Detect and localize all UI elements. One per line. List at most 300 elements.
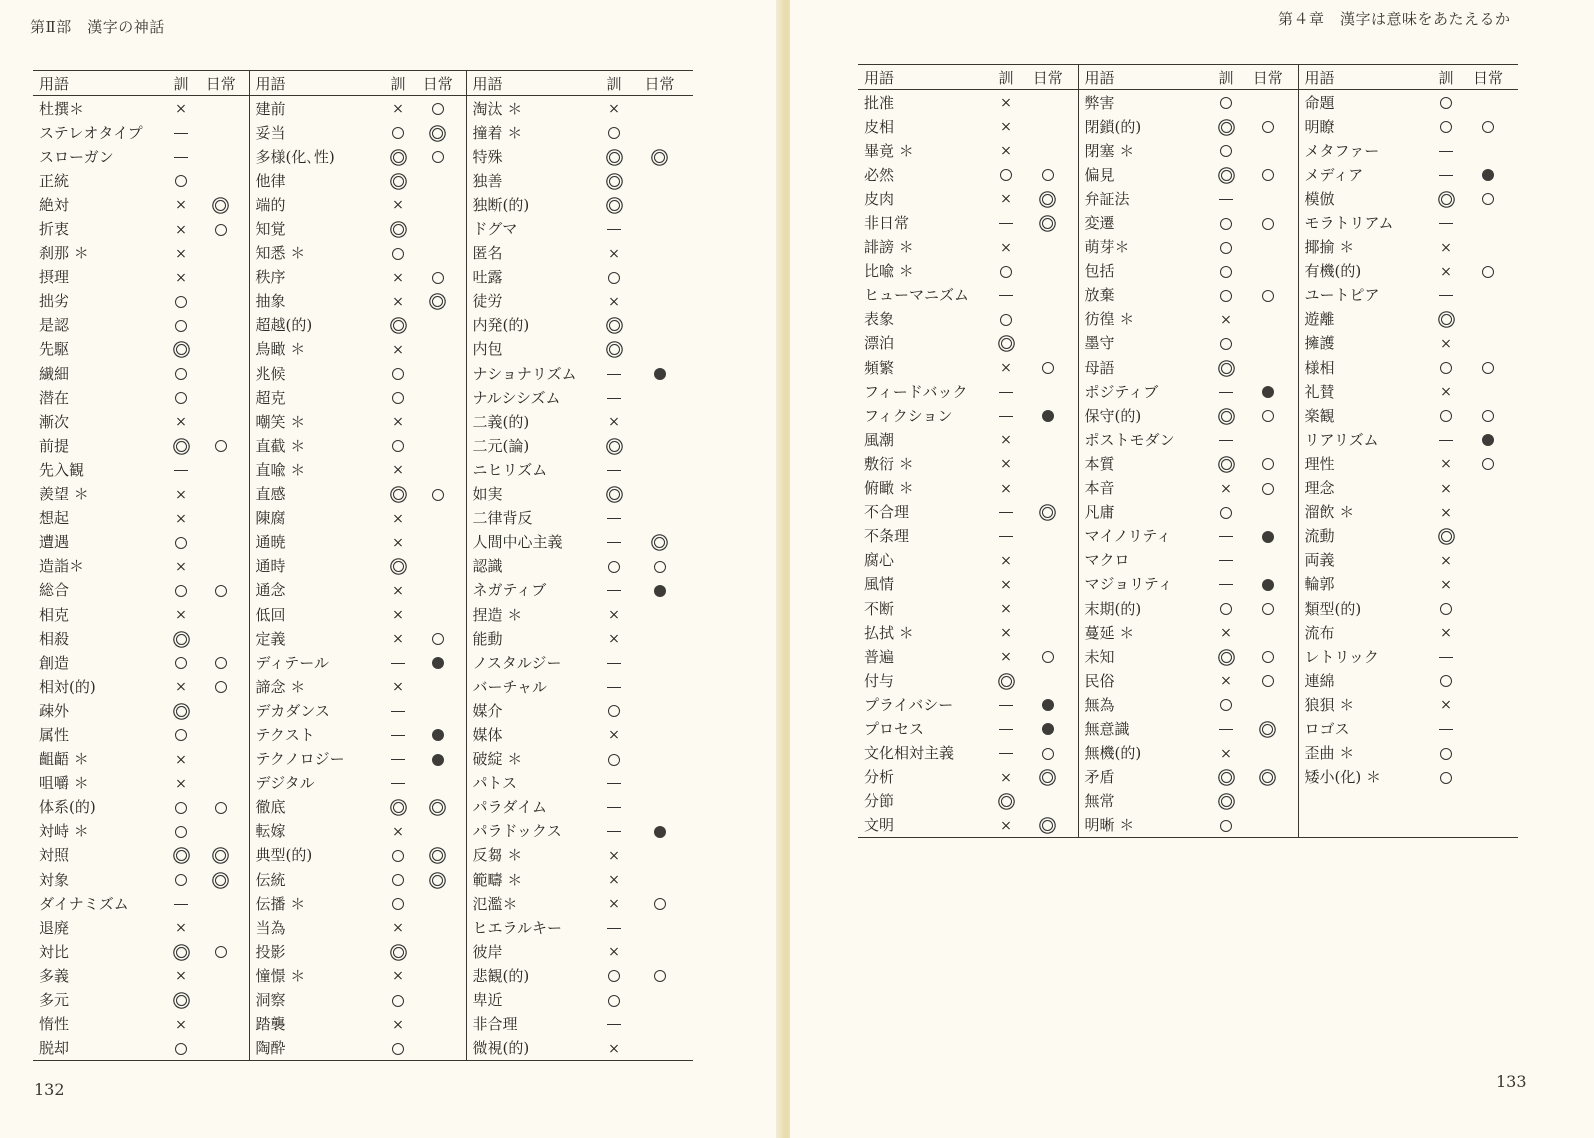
term-cell: 文化相対主義 bbox=[864, 744, 955, 763]
term-cell: 溜飲 ＊ bbox=[1298, 500, 1434, 524]
table-row bbox=[858, 476, 1518, 500]
term-cell: 微視(的) bbox=[466, 1036, 602, 1061]
kun-cell bbox=[1434, 716, 1458, 740]
cross-icon: × bbox=[1220, 625, 1232, 642]
term-cell: 能動 bbox=[466, 626, 602, 650]
cross-icon: × bbox=[175, 269, 187, 286]
table-row bbox=[33, 747, 693, 771]
double-circle-icon bbox=[609, 320, 620, 331]
cross-icon: × bbox=[175, 414, 187, 431]
table-row bbox=[33, 433, 693, 457]
open-circle-icon bbox=[392, 1043, 404, 1055]
kun-cell bbox=[169, 795, 193, 819]
table-row bbox=[33, 361, 693, 385]
header-kun: 訓 bbox=[602, 71, 626, 96]
header-joyo: 日常 bbox=[1238, 65, 1298, 90]
term-cell: 風情 bbox=[864, 575, 895, 594]
kun-cell bbox=[386, 506, 410, 530]
double-circle-icon bbox=[1221, 363, 1232, 374]
open-circle-icon bbox=[1220, 820, 1232, 832]
kun-cell bbox=[169, 409, 193, 433]
term-cell: 風潮 bbox=[864, 430, 895, 449]
joyo-cell bbox=[410, 409, 466, 433]
term-cell: 直喩 ＊ bbox=[249, 457, 386, 481]
term-cell: 建前 bbox=[249, 96, 386, 121]
joyo-cell bbox=[1458, 307, 1518, 331]
open-circle-icon bbox=[1482, 458, 1494, 470]
joyo-cell bbox=[410, 120, 466, 144]
term-cell: 不合理 bbox=[864, 503, 910, 522]
joyo-cell bbox=[410, 674, 466, 698]
joyo-cell bbox=[193, 963, 249, 987]
cross-icon: × bbox=[608, 631, 620, 648]
open-circle-icon bbox=[432, 103, 444, 115]
open-circle-icon bbox=[175, 802, 187, 814]
joyo-cell bbox=[410, 168, 466, 192]
term-cell: パラダイム bbox=[466, 795, 602, 819]
cross-icon: × bbox=[392, 1016, 404, 1033]
dash-icon bbox=[607, 663, 621, 664]
term-cell: 皮相 bbox=[864, 117, 895, 136]
term-cell: 敷衍 ＊ bbox=[864, 454, 914, 473]
double-circle-icon bbox=[176, 344, 187, 355]
kun-cell bbox=[602, 216, 626, 240]
term-cell: 悲観(的) bbox=[466, 963, 602, 987]
open-circle-icon bbox=[1262, 121, 1274, 133]
joyo-cell bbox=[1458, 331, 1518, 355]
term-cell: 無常 bbox=[1078, 789, 1214, 813]
joyo-cell bbox=[410, 241, 466, 265]
kun-cell bbox=[169, 1012, 193, 1036]
left-page-number: 132 bbox=[34, 1080, 65, 1099]
kun-cell bbox=[602, 192, 626, 216]
kun-cell bbox=[1214, 259, 1238, 283]
term-cell: 伝統 bbox=[249, 867, 386, 891]
table-row bbox=[33, 482, 693, 506]
kun-cell bbox=[386, 168, 410, 192]
joyo-cell bbox=[626, 482, 693, 506]
kun-cell bbox=[169, 554, 193, 578]
dash-icon bbox=[999, 512, 1013, 513]
term-cell: 超克 bbox=[249, 385, 386, 409]
open-circle-icon bbox=[608, 970, 620, 982]
dash-icon bbox=[607, 470, 621, 471]
dash-icon bbox=[607, 542, 621, 543]
joyo-cell bbox=[410, 1036, 466, 1061]
kun-cell bbox=[994, 451, 1018, 475]
dash-icon bbox=[607, 1024, 621, 1025]
joyo-cell bbox=[1238, 741, 1298, 765]
kun-cell bbox=[1434, 692, 1458, 716]
term-cell: 多元 bbox=[39, 991, 70, 1010]
term-cell: 類型(的) bbox=[1298, 596, 1434, 620]
joyo-cell bbox=[193, 1012, 249, 1036]
term-cell: 狼狽 ＊ bbox=[1298, 692, 1434, 716]
table-row bbox=[858, 235, 1518, 259]
term-cell: 脱却 bbox=[39, 1039, 70, 1058]
dash-icon bbox=[1219, 536, 1233, 537]
kun-cell bbox=[1434, 90, 1458, 115]
open-circle-icon bbox=[1220, 507, 1232, 519]
term-cell: 当為 bbox=[249, 915, 386, 939]
cross-icon: × bbox=[608, 245, 620, 262]
open-circle-icon bbox=[392, 874, 404, 886]
open-circle-icon bbox=[1262, 483, 1274, 495]
open-circle-icon bbox=[1220, 338, 1232, 350]
table-row bbox=[858, 500, 1518, 524]
joyo-cell bbox=[410, 939, 466, 963]
kun-cell bbox=[602, 530, 626, 554]
cross-icon: × bbox=[1000, 456, 1012, 473]
kun-cell bbox=[169, 361, 193, 385]
joyo-cell bbox=[626, 987, 693, 1011]
joyo-cell bbox=[1238, 668, 1298, 692]
cross-icon: × bbox=[175, 920, 187, 937]
open-circle-icon bbox=[175, 368, 187, 380]
term-cell: スローガン bbox=[39, 147, 114, 166]
dash-icon bbox=[391, 759, 405, 760]
kun-cell bbox=[169, 265, 193, 289]
cross-icon: × bbox=[1000, 95, 1012, 112]
table-row bbox=[33, 265, 693, 289]
kun-cell bbox=[1434, 186, 1458, 210]
filled-circle-icon bbox=[1042, 410, 1054, 422]
kun-cell bbox=[1214, 620, 1238, 644]
term-cell: 分析 bbox=[864, 768, 895, 787]
dash-icon bbox=[999, 223, 1013, 224]
filled-circle-icon bbox=[1042, 723, 1054, 735]
term-cell: 投影 bbox=[249, 939, 386, 963]
joyo-cell bbox=[410, 915, 466, 939]
kun-cell bbox=[386, 915, 410, 939]
joyo-cell bbox=[1238, 500, 1298, 524]
kun-cell bbox=[386, 987, 410, 1011]
term-cell: プロセス bbox=[864, 719, 925, 738]
cross-icon: × bbox=[1000, 360, 1012, 377]
term-cell: 揶揄 ＊ bbox=[1298, 235, 1434, 259]
joyo-cell bbox=[1018, 210, 1078, 234]
table-row bbox=[858, 331, 1518, 355]
joyo-cell bbox=[626, 1012, 693, 1036]
kun-cell bbox=[1214, 741, 1238, 765]
joyo-cell bbox=[1458, 692, 1518, 716]
term-cell: 創造 bbox=[39, 653, 70, 672]
cross-icon: × bbox=[175, 245, 187, 262]
joyo-cell bbox=[1458, 789, 1518, 813]
joyo-cell bbox=[193, 747, 249, 771]
term-cell: テクスト bbox=[249, 722, 386, 746]
term-cell: 変遷 bbox=[1078, 210, 1214, 234]
header-row bbox=[858, 65, 1518, 90]
term-cell: 未知 bbox=[1078, 644, 1214, 668]
header-term: 用語 bbox=[33, 71, 169, 96]
term-cell: 無為 bbox=[1078, 692, 1214, 716]
term-cell bbox=[1298, 813, 1434, 838]
cross-icon: × bbox=[608, 896, 620, 913]
double-circle-icon bbox=[432, 128, 443, 139]
open-circle-icon bbox=[1440, 748, 1452, 760]
open-circle-icon bbox=[175, 729, 187, 741]
cross-icon: × bbox=[392, 534, 404, 551]
kun-cell bbox=[602, 337, 626, 361]
table-row bbox=[33, 409, 693, 433]
term-cell: 直感 bbox=[249, 482, 386, 506]
table-row bbox=[33, 771, 693, 795]
term-cell: マジョリティ bbox=[1078, 572, 1214, 596]
right-running-head: 第４章 漢字は意味をあたえるか bbox=[1278, 10, 1511, 28]
kun-cell bbox=[602, 313, 626, 337]
kun-cell bbox=[602, 482, 626, 506]
joyo-cell bbox=[193, 867, 249, 891]
joyo-cell bbox=[193, 530, 249, 554]
kun-cell bbox=[169, 771, 193, 795]
joyo-cell bbox=[410, 361, 466, 385]
joyo-cell bbox=[1458, 741, 1518, 765]
term-cell: 対峙 ＊ bbox=[39, 822, 89, 841]
joyo-cell bbox=[1018, 716, 1078, 740]
joyo-cell bbox=[1238, 451, 1298, 475]
kun-cell bbox=[994, 741, 1018, 765]
joyo-cell bbox=[410, 771, 466, 795]
dash-icon bbox=[1439, 440, 1453, 441]
cross-icon: × bbox=[175, 101, 187, 118]
kun-cell bbox=[386, 1012, 410, 1036]
open-circle-icon bbox=[215, 681, 227, 693]
kun-cell bbox=[386, 578, 410, 602]
joyo-cell bbox=[626, 457, 693, 481]
table-row bbox=[858, 451, 1518, 475]
joyo-cell bbox=[193, 433, 249, 457]
joyo-cell bbox=[193, 602, 249, 626]
cross-icon: × bbox=[608, 944, 620, 961]
term-cell: 明晰 ＊ bbox=[1078, 813, 1214, 838]
joyo-cell bbox=[1238, 789, 1298, 813]
open-circle-icon bbox=[175, 1043, 187, 1055]
double-circle-icon bbox=[1221, 796, 1232, 807]
joyo-cell bbox=[626, 120, 693, 144]
joyo-cell bbox=[193, 241, 249, 265]
header-joyo: 日常 bbox=[1458, 65, 1518, 90]
kun-cell bbox=[169, 313, 193, 337]
dash-icon bbox=[1439, 295, 1453, 296]
kun-cell bbox=[1214, 235, 1238, 259]
joyo-cell bbox=[626, 867, 693, 891]
term-cell: 定義 bbox=[249, 626, 386, 650]
table-row bbox=[33, 915, 693, 939]
kun-cell bbox=[602, 771, 626, 795]
dash-icon bbox=[391, 663, 405, 664]
open-circle-icon bbox=[175, 175, 187, 187]
joyo-cell bbox=[193, 915, 249, 939]
joyo-cell bbox=[193, 987, 249, 1011]
double-circle-icon bbox=[215, 200, 226, 211]
dash-icon bbox=[607, 590, 621, 591]
kun-cell bbox=[1434, 114, 1458, 138]
joyo-cell bbox=[626, 433, 693, 457]
term-cell: 萌芽＊ bbox=[1078, 235, 1214, 259]
open-circle-icon bbox=[1262, 651, 1274, 663]
term-cell: 有機(的) bbox=[1298, 259, 1434, 283]
table-row bbox=[858, 668, 1518, 692]
cross-icon: × bbox=[1220, 480, 1232, 497]
dash-icon bbox=[1439, 175, 1453, 176]
joyo-cell bbox=[193, 457, 249, 481]
joyo-cell bbox=[626, 674, 693, 698]
kun-cell bbox=[169, 289, 193, 313]
kun-cell bbox=[1434, 524, 1458, 548]
joyo-cell bbox=[1238, 138, 1298, 162]
term-cell: ロゴス bbox=[1298, 716, 1434, 740]
kun-cell bbox=[1434, 235, 1458, 259]
joyo-cell bbox=[193, 819, 249, 843]
kun-cell bbox=[994, 235, 1018, 259]
open-circle-icon bbox=[1220, 242, 1232, 254]
dash-icon bbox=[999, 729, 1013, 730]
joyo-cell bbox=[193, 289, 249, 313]
term-cell: 妥当 bbox=[249, 120, 386, 144]
term-cell: 普遍 bbox=[864, 647, 895, 666]
kun-cell bbox=[602, 578, 626, 602]
joyo-cell bbox=[1238, 235, 1298, 259]
joyo-cell bbox=[1458, 114, 1518, 138]
cross-icon: × bbox=[175, 197, 187, 214]
term-cell: メタファー bbox=[1298, 138, 1434, 162]
joyo-cell bbox=[626, 747, 693, 771]
kun-cell bbox=[169, 819, 193, 843]
term-cell: 保守(的) bbox=[1078, 403, 1214, 427]
left-page bbox=[0, 0, 782, 1138]
open-circle-icon bbox=[608, 754, 620, 766]
cross-icon: × bbox=[392, 920, 404, 937]
double-circle-icon bbox=[393, 320, 404, 331]
cross-icon: × bbox=[608, 872, 620, 889]
term-cell: ナルシシズム bbox=[466, 385, 602, 409]
dash-icon bbox=[607, 229, 621, 230]
term-cell: 端的 bbox=[249, 192, 386, 216]
joyo-cell bbox=[1018, 644, 1078, 668]
filled-circle-icon bbox=[432, 657, 444, 669]
kun-cell bbox=[1434, 427, 1458, 451]
joyo-cell bbox=[1238, 524, 1298, 548]
table-row bbox=[33, 963, 693, 987]
kun-cell bbox=[602, 265, 626, 289]
term-cell: 吐露 bbox=[466, 265, 602, 289]
double-circle-icon bbox=[609, 441, 620, 452]
kun-cell bbox=[1214, 307, 1238, 331]
table-row bbox=[858, 403, 1518, 427]
term-cell: 造詣＊ bbox=[39, 557, 85, 576]
dash-icon bbox=[607, 928, 621, 929]
kun-cell bbox=[1434, 765, 1458, 789]
joyo-cell bbox=[193, 216, 249, 240]
term-cell: 頻繁 bbox=[864, 358, 895, 377]
kun-cell bbox=[602, 722, 626, 746]
joyo-cell bbox=[1238, 716, 1298, 740]
joyo-cell bbox=[193, 626, 249, 650]
joyo-cell bbox=[1018, 403, 1078, 427]
kun-cell bbox=[994, 789, 1018, 813]
kun-cell bbox=[169, 987, 193, 1011]
open-circle-icon bbox=[392, 368, 404, 380]
kun-cell bbox=[602, 867, 626, 891]
term-cell: 様相 bbox=[1298, 355, 1434, 379]
kun-cell bbox=[386, 120, 410, 144]
kun-cell bbox=[602, 747, 626, 771]
header-kun: 訓 bbox=[994, 65, 1018, 90]
joyo-cell bbox=[410, 698, 466, 722]
term-cell: 卑近 bbox=[466, 987, 602, 1011]
table-row bbox=[33, 698, 693, 722]
header-joyo: 日常 bbox=[1018, 65, 1078, 90]
term-cell: 二義(的) bbox=[466, 409, 602, 433]
table-row bbox=[858, 813, 1518, 838]
term-cell: 直截 ＊ bbox=[249, 433, 386, 457]
kun-cell bbox=[602, 506, 626, 530]
filled-circle-icon bbox=[654, 826, 666, 838]
double-circle-icon bbox=[1262, 724, 1273, 735]
table-row bbox=[33, 650, 693, 674]
term-cell: 包括 bbox=[1078, 259, 1214, 283]
kun-cell bbox=[169, 915, 193, 939]
kun-cell bbox=[169, 457, 193, 481]
joyo-cell bbox=[1018, 668, 1078, 692]
term-cell: 諦念 ＊ bbox=[249, 674, 386, 698]
term-cell: 分節 bbox=[864, 792, 895, 811]
term-cell: 払拭 ＊ bbox=[864, 623, 914, 642]
cross-icon: × bbox=[392, 269, 404, 286]
header-kun: 訓 bbox=[169, 71, 193, 96]
kun-cell bbox=[1214, 548, 1238, 572]
kun-cell bbox=[1214, 114, 1238, 138]
cross-icon: × bbox=[1000, 432, 1012, 449]
joyo-cell bbox=[410, 1012, 466, 1036]
cross-icon: × bbox=[1000, 552, 1012, 569]
filled-circle-icon bbox=[1262, 531, 1274, 543]
double-circle-icon bbox=[393, 802, 404, 813]
joyo-cell bbox=[1018, 307, 1078, 331]
table-row bbox=[858, 789, 1518, 813]
header-row bbox=[33, 71, 693, 96]
open-circle-icon bbox=[432, 489, 444, 501]
double-circle-icon bbox=[1001, 338, 1012, 349]
joyo-cell bbox=[1458, 644, 1518, 668]
joyo-cell bbox=[1238, 162, 1298, 186]
term-cell: 礼賛 bbox=[1298, 379, 1434, 403]
open-circle-icon bbox=[1482, 193, 1494, 205]
cross-icon: × bbox=[392, 293, 404, 310]
open-circle-icon bbox=[608, 705, 620, 717]
kun-cell bbox=[386, 819, 410, 843]
term-cell: 民俗 bbox=[1078, 668, 1214, 692]
kun-cell bbox=[602, 289, 626, 313]
open-circle-icon bbox=[1042, 362, 1054, 374]
open-circle-icon bbox=[175, 657, 187, 669]
kun-cell bbox=[1214, 668, 1238, 692]
kun-cell bbox=[169, 144, 193, 168]
kun-cell bbox=[602, 987, 626, 1011]
table-row bbox=[33, 192, 693, 216]
joyo-cell bbox=[410, 987, 466, 1011]
term-cell: バーチャル bbox=[466, 674, 602, 698]
joyo-cell bbox=[1238, 403, 1298, 427]
header-joyo: 日常 bbox=[410, 71, 466, 96]
double-circle-icon bbox=[609, 489, 620, 500]
kun-cell bbox=[1434, 813, 1458, 838]
kun-cell bbox=[169, 578, 193, 602]
open-circle-icon bbox=[432, 151, 444, 163]
joyo-cell bbox=[1018, 259, 1078, 283]
kun-cell bbox=[994, 162, 1018, 186]
